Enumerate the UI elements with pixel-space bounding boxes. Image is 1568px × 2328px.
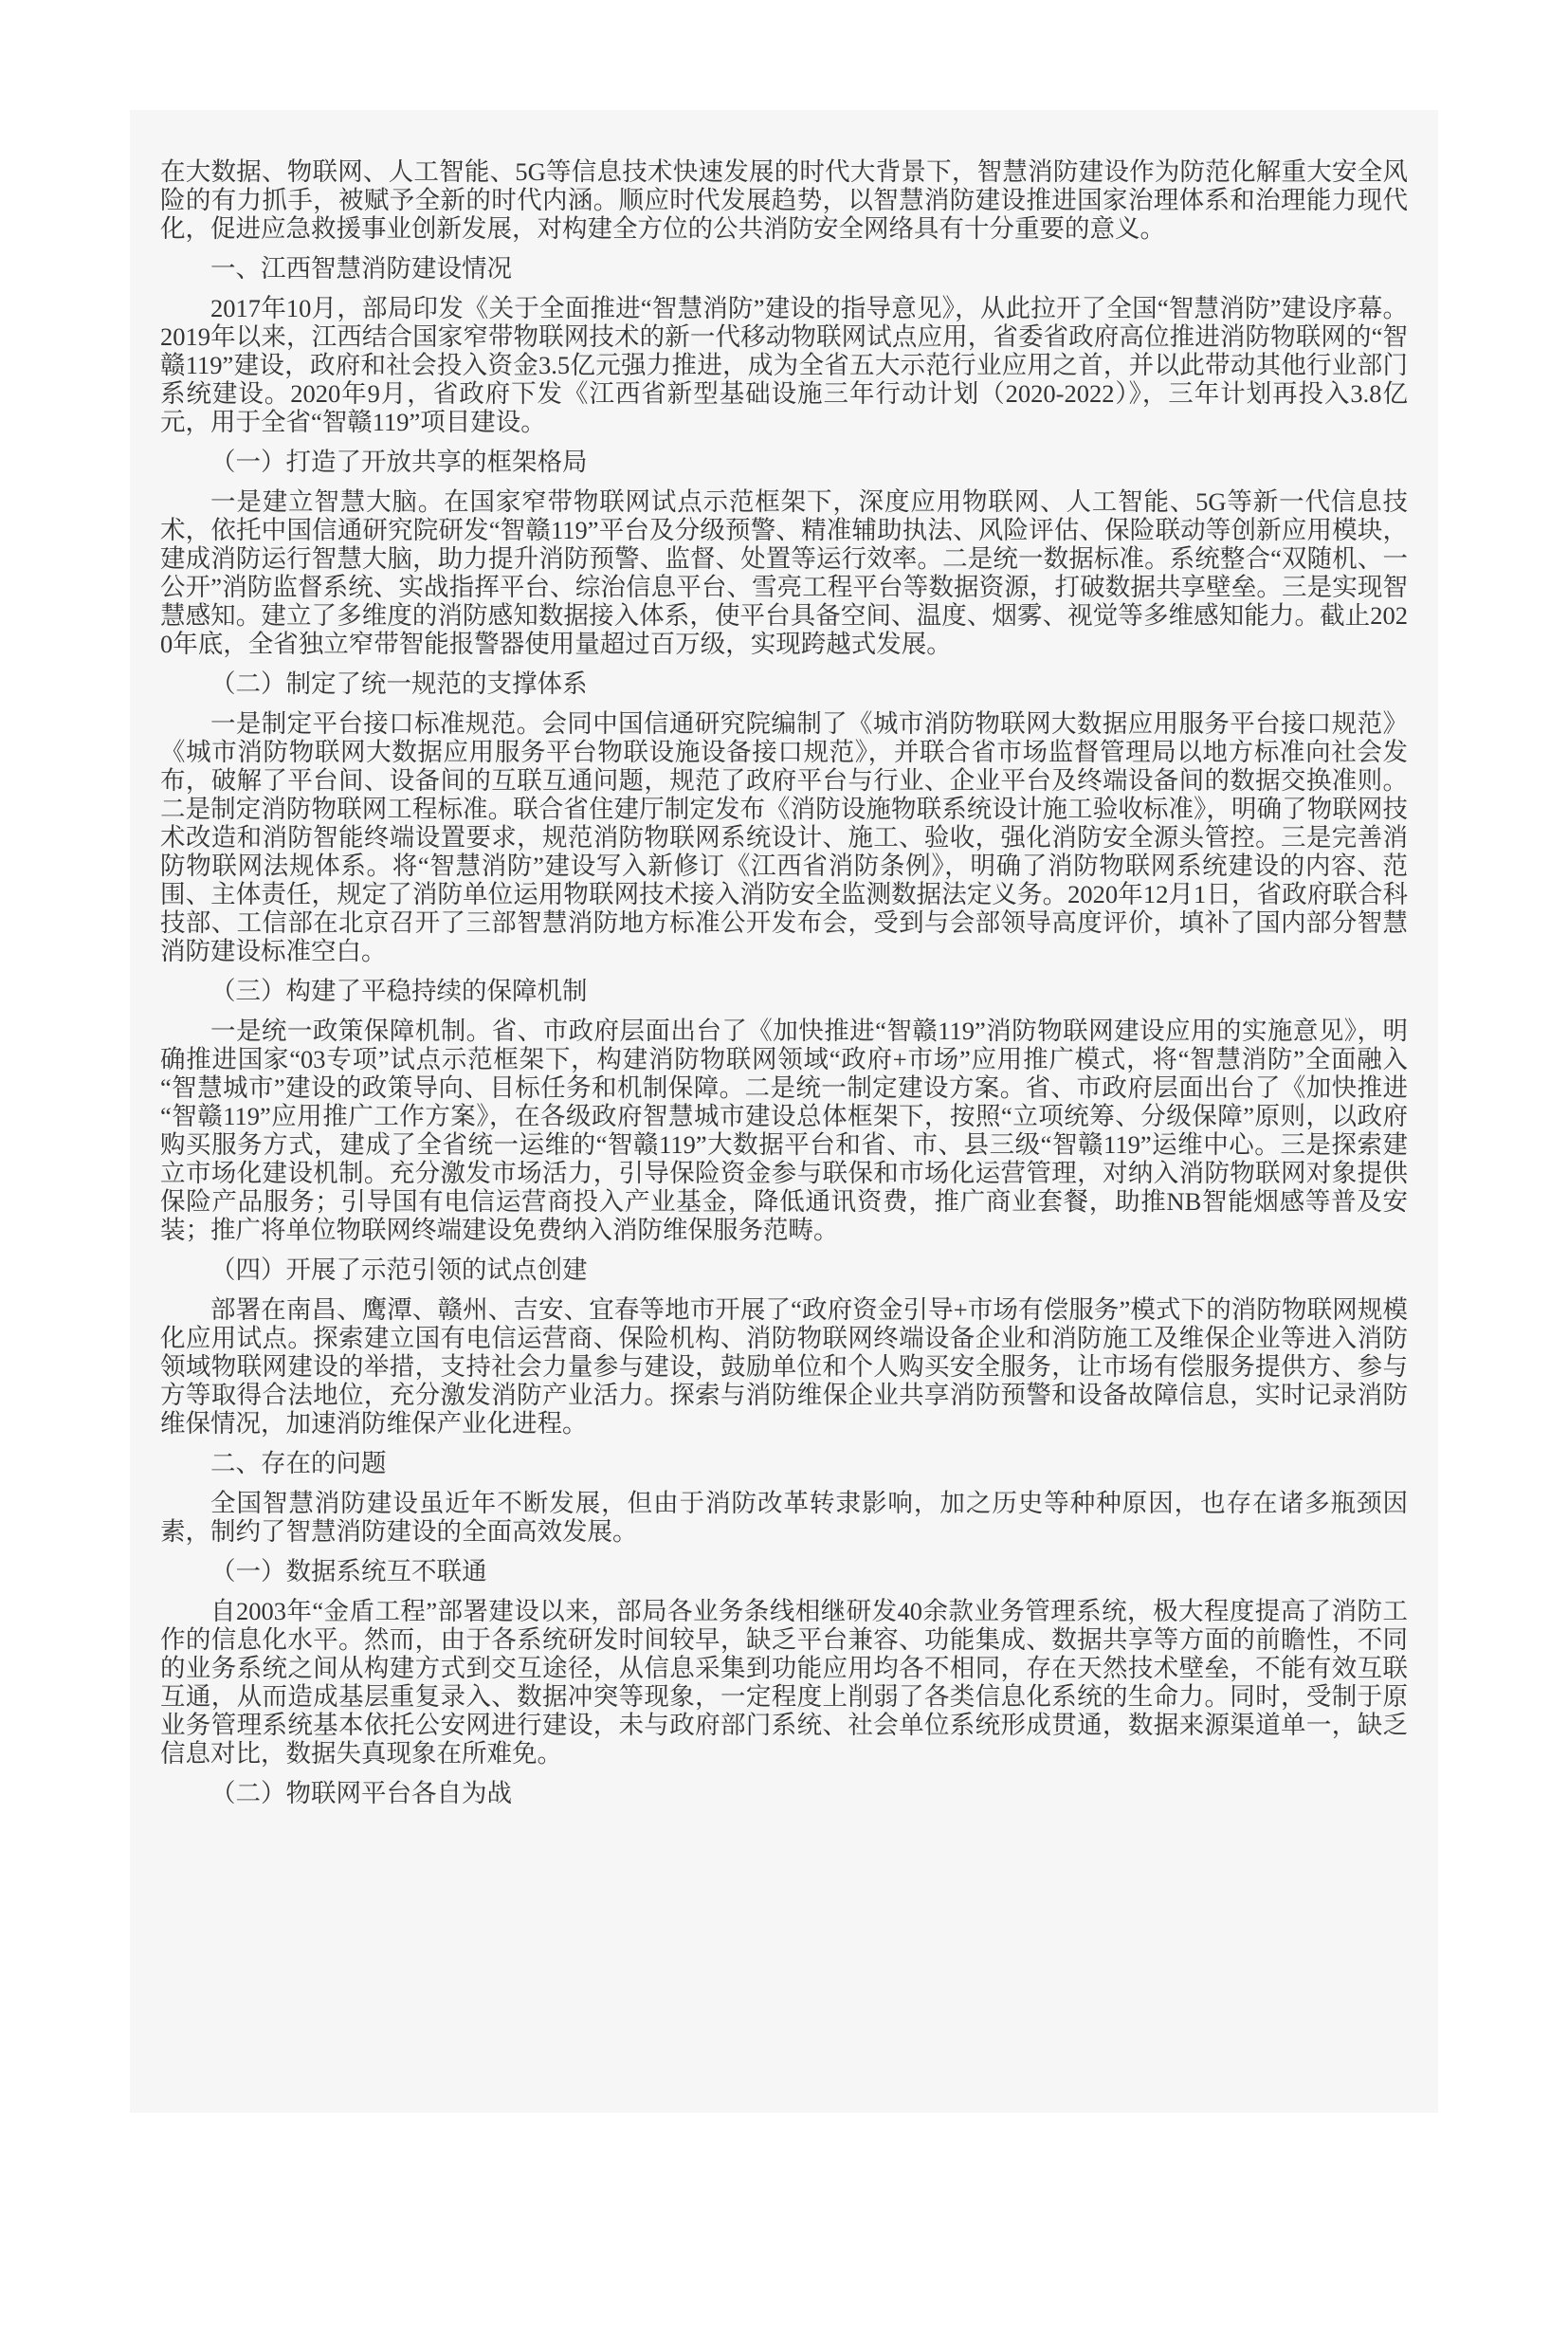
document-paragraph: 自2003年“金盾工程”部署建设以来，部局各业务条线相继研发40余款业务管理系统，极大程度提高了消防工作的信息化水平。然而，由于各系统研发时间较早，缺乏平台兼容、功能集成、数据共享等方面的前瞻性，不同的业务系统之间从构建方式到交互途径，从信息采集到功能应用均各不相同，存在天然技术壁垒，不能有效互联互通，从而造成基层重复录入、数据冲突等现象，一定程度上削弱了各类信息化系统的生命力。同时，受制于原业务管理系统基本依托公安网进行建设，未与政府部门系统、社会单位系统形成贯通，数据来源渠道单一，缺乏信息对比，数据失真现象在所难免。: [160, 1597, 1408, 1768]
section-heading: （二）制定了统一规范的支撑体系: [210, 669, 588, 698]
document-paragraph: 一是建立智慧大脑。在国家窄带物联网试点示范框架下，深度应用物联网、人工智能、5G等新一代信息技术，依托中国信通研究院研发“智赣119”平台及分级预警、精准辅助执法、风险评估、保险联动等创新应用模块，建成消防运行智慧大脑，助力提升消防预警、监督、处置等运行效率。二是统一数据标准。系统整合“双随机、一公开”消防监督系统、实战指挥平台、综治信息平台、雪亮工程平台等数据资源，打破数据共享壁垒。三是实现智慧感知。建立了多维度的消防感知数据接入体系，使平台具备空间、温度、烟雾、视觉等多维感知能力。截止2020年底，全省独立窄带智能报警器使用量超过百万级，实现跨越式发展。: [160, 487, 1408, 658]
document-page: [130, 110, 1438, 2113]
section-heading: （三）构建了平稳持续的保障机制: [210, 977, 588, 1005]
section-heading: 二、存在的问题: [210, 1449, 387, 1477]
document-paragraph: 在大数据、物联网、人工智能、5G等信息技术快速发展的时代大背景下，智慧消防建设作为防范化解重大安全风险的有力抓手，被赋予全新的时代内涵。顺应时代发展趋势，以智慧消防建设推进国家治理体系和治理能力现代化，促进应急救援事业创新发展，对构建全方位的公共消防安全网络具有十分重要的意义。: [160, 157, 1408, 243]
document-paragraph: 部署在南昌、鹰潭、赣州、吉安、宜春等地市开展了“政府资金引导+市场有偿服务”模式下的消防物联网规模化应用试点。探索建立国有电信运营商、保险机构、消防物联网终端设备企业和消防施工及维保企业等进入消防领域物联网建设的举措，支持社会力量参与建设，鼓励单位和个人购买安全服务，让市场有偿服务提供方、参与方等取得合法地位，充分激发消防产业活力。探索与消防维保企业共享消防预警和设备故障信息，实时记录消防维保情况，加速消防维保产业化进程。: [160, 1295, 1408, 1438]
document-body: [160, 157, 1408, 1807]
section-heading: （四）开展了示范引领的试点创建: [210, 1256, 588, 1284]
section-heading: （一）数据系统互不联通: [210, 1557, 487, 1586]
section-heading: （二）物联网平台各自为战: [210, 1779, 512, 1807]
document-paragraph: 一是制定平台接口标准规范。会同中国信通研究院编制了《城市消防物联网大数据应用服务平台接口规范》《城市消防物联网大数据应用服务平台物联设施设备接口规范》，并联合省市场监督管理局以地方标准向社会发布，破解了平台间、设备间的互联互通问题，规范了政府平台与行业、企业平台及终端设备间的数据交换准则。二是制定消防物联网工程标准。联合省住建厅制定发布《消防设施物联系统设计施工验收标准》，明确了物联网技术改造和消防智能终端设置要求，规范消防物联网系统设计、施工、验收，强化消防安全源头管控。三是完善消防物联网法规体系。将“智慧消防”建设写入新修订《江西省消防条例》，明确了消防物联网系统建设的内容、范围、主体责任，规定了消防单位运用物联网技术接入消防安全监测数据法定义务。2020年12月1日，省政府联合科技部、工信部在北京召开了三部智慧消防地方标准公开发布会，受到与会部领导高度评价，填补了国内部分智慧消防建设标准空白。: [160, 709, 1408, 965]
document-paragraph: 2017年10月，部局印发《关于全面推进“智慧消防”建设的指导意见》，从此拉开了全国“智慧消防”建设序幕。2019年以来，江西结合国家窄带物联网技术的新一代移动物联网试点应用，省委省政府高位推进消防物联网的“智赣119”建设，政府和社会投入资金3.5亿元强力推进，成为全省五大示范行业应用之首，并以此带动其他行业部门系统建设。2020年9月，省政府下发《江西省新型基础设施三年行动计划（2020-2022）》，三年计划再投入3.8亿元，用于全省“智赣119”项目建设。: [160, 294, 1408, 436]
document-paragraph: 一是统一政策保障机制。省、市政府层面出台了《加快推进“智赣119”消防物联网建设应用的实施意见》，明确推进国家“03专项”试点示范框架下，构建消防物联网领域“政府+市场”应用推广模式，将“智慧消防”全面融入“智慧城市”建设的政策导向、目标任务和机制保障。二是统一制定建设方案。省、市政府层面出台了《加快推进“智赣119”应用推广工作方案》，在各级政府智慧城市建设总体框架下，按照“立项统筹、分级保障”原则，以政府购买服务方式，建成了全省统一运维的“智赣119”大数据平台和省、市、县三级“智赣119”运维中心。三是探索建立市场化建设机制。充分激发市场活力，引导保险资金参与联保和市场化运营管理，对纳入消防物联网对象提供保险产品服务；引导国有电信运营商投入产业基金，降低通讯资费，推广商业套餐，助推NB智能烟感等普及安装；推广将单位物联网终端建设免费纳入消防维保服务范畴。: [160, 1017, 1408, 1244]
section-heading: 一、江西智慧消防建设情况: [210, 254, 512, 283]
document-paragraph: 全国智慧消防建设虽近年不断发展，但由于消防改革转隶影响，加之历史等种种原因，也存在诸多瓶颈因素，制约了智慧消防建设的全面高效发展。: [160, 1489, 1408, 1546]
section-heading: （一）打造了开放共享的框架格局: [210, 448, 588, 476]
